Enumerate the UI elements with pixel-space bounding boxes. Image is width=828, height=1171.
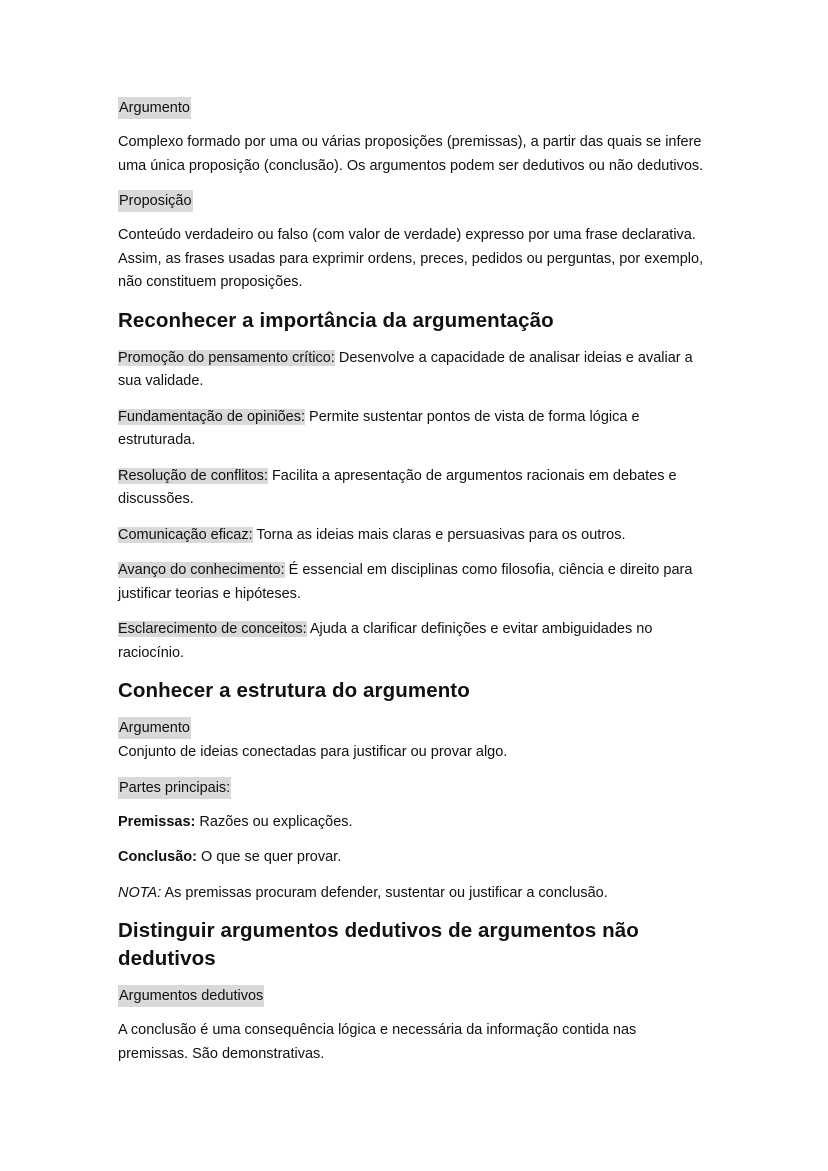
item-label: Resolução de conflitos: — [118, 467, 268, 484]
definition-argumento: Complexo formado por uma ou várias proposições (premissas), a partir das quais se infere uma única proposição (conclusão). Os argumentos podem ser dedutivos ou não dedutivos. — [118, 134, 704, 174]
definition-argumentos-dedutivos: A conclusão é uma consequência lógica e necessária da informação contida nas premissas. São demonstrativas. — [118, 1022, 637, 1062]
item-label: Esclarecimento de conceitos: — [118, 621, 307, 637]
list-item — [118, 559, 710, 606]
heading-importancia: Reconhecer a importância da argumentação — [118, 308, 554, 332]
list-item — [118, 347, 710, 394]
nota-text: As premissas procuram defender, sustentar ou justificar a conclusão. — [161, 884, 608, 901]
heading-dedutivos: Distinguir argumentos dedutivos de argumentos não dedutivos — [118, 919, 639, 970]
term-argumento-estrutura: Argumento — [118, 717, 191, 739]
premissas-text: Razões ou explicações. — [195, 813, 353, 830]
item-label: Fundamentação de opiniões: — [118, 408, 306, 425]
item-text: É essencial em disciplinas como filosofia, ciência e direito para justificar teorias e hipóteses. — [118, 562, 693, 602]
item-text: Desenvolve a capacidade de analisar ideias e avaliar a sua validade. — [118, 349, 693, 389]
definition-argumento-estrutura: Conjunto de ideias conectadas para justificar ou provar algo. — [118, 744, 508, 760]
conclusao-label: Conclusão: — [118, 849, 197, 865]
premissas-label: Premissas: — [118, 813, 196, 830]
term-argumentos-dedutivos: Argumentos dedutivos — [118, 985, 264, 1007]
item-text: Facilita a apresentação de argumentos racionais em debates e discussões. — [118, 467, 677, 507]
list-item — [118, 465, 710, 512]
conclusao-text: O que se quer provar. — [196, 849, 342, 865]
item-text: Ajuda a clarificar definições e evitar ambiguidades no raciocínio. — [118, 621, 653, 661]
term-proposicao: Proposição — [118, 190, 193, 212]
item-label: Promoção do pensamento crítico: — [118, 349, 335, 366]
term-partes-principais: Partes principais: — [118, 777, 231, 799]
list-item — [118, 406, 710, 453]
item-text: Torna as ideias mais claras e persuasivas para os outros. — [252, 526, 626, 543]
nota-label: NOTA: — [118, 884, 162, 901]
item-label: Avanço do conhecimento: — [118, 562, 285, 578]
heading-estrutura: Conhecer a estrutura do argumento — [118, 679, 470, 702]
list-item — [118, 524, 710, 548]
list-item — [118, 618, 710, 665]
part-premissas — [118, 811, 710, 835]
nota — [118, 882, 710, 906]
item-text: Permite sustentar pontos de vista de forma lógica e estruturada. — [118, 408, 640, 448]
definition-proposicao: Conteúdo verdadeiro ou falso (com valor de verdade) expresso por uma frase declarativa. Assim, as frases usadas para exprimir ordens, preces, pedidos ou perguntas, por exemplo, não constituem proposições. — [118, 227, 704, 290]
item-label: Comunicação eficaz: — [118, 526, 253, 543]
term-argumento: Argumento — [118, 97, 191, 119]
part-conclusao — [118, 846, 710, 870]
